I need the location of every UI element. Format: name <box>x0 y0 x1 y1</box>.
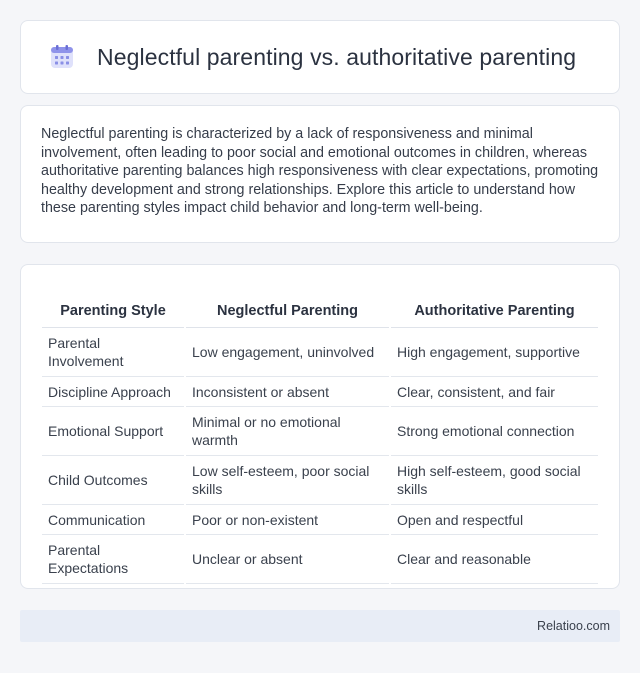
table-row <box>42 377 598 407</box>
table-row <box>42 456 598 505</box>
table-row <box>42 407 598 456</box>
column-header: Parenting Style <box>42 285 184 328</box>
table-cell: Clear and reasonable <box>391 535 598 584</box>
table-cell: Unclear or absent <box>186 535 389 584</box>
table-cell: Open and respectful <box>391 505 598 535</box>
column-header: Authoritative Parenting <box>391 285 598 328</box>
table-row <box>42 535 598 584</box>
table-cell: Minimal or no emotional warmth <box>186 407 389 456</box>
table-cell: Child Outcomes <box>42 456 184 505</box>
table-cell: Parental Expectations <box>42 535 184 584</box>
calendar-icon <box>49 44 75 70</box>
footer-site-name[interactable]: Relatioo.com <box>537 619 610 633</box>
table-cell: High engagement, supportive <box>391 328 598 377</box>
intro-paragraph: Neglectful parenting is characterized by a lack of responsiveness and minimal involvement, often leading to poor social and emotional outcomes in children, whereas authoritative parenting balances high responsiveness with clear expectations, promoting healthy development and strong relationships. Explore this article to understand how these parenting styles impact child behavior and long-term well-being. <box>41 126 599 217</box>
table-cell: Poor or non-existent <box>186 505 389 535</box>
page-title: Neglectful parenting vs. authoritative parenting <box>97 43 577 70</box>
table-cell: Parental Involvement <box>42 328 184 377</box>
table-cell: Strong emotional connection <box>391 407 598 456</box>
header-card <box>20 20 620 94</box>
table-cell: Low self-esteem, poor social skills <box>186 456 389 505</box>
table-header-row <box>42 285 598 328</box>
table-cell: Emotional Support <box>42 407 184 456</box>
intro-card <box>20 105 620 243</box>
comparison-table <box>40 285 600 584</box>
column-header: Neglectful Parenting <box>186 285 389 328</box>
table-cell: Communication <box>42 505 184 535</box>
table-cell: Inconsistent or absent <box>186 377 389 407</box>
table-cell: Low engagement, uninvolved <box>186 328 389 377</box>
table-cell: Discipline Approach <box>42 377 184 407</box>
table-row <box>42 505 598 535</box>
footer <box>20 610 620 642</box>
table-cell: High self-esteem, good social skills <box>391 456 598 505</box>
table-row <box>42 328 598 377</box>
table-cell: Clear, consistent, and fair <box>391 377 598 407</box>
comparison-table-card <box>20 264 620 589</box>
